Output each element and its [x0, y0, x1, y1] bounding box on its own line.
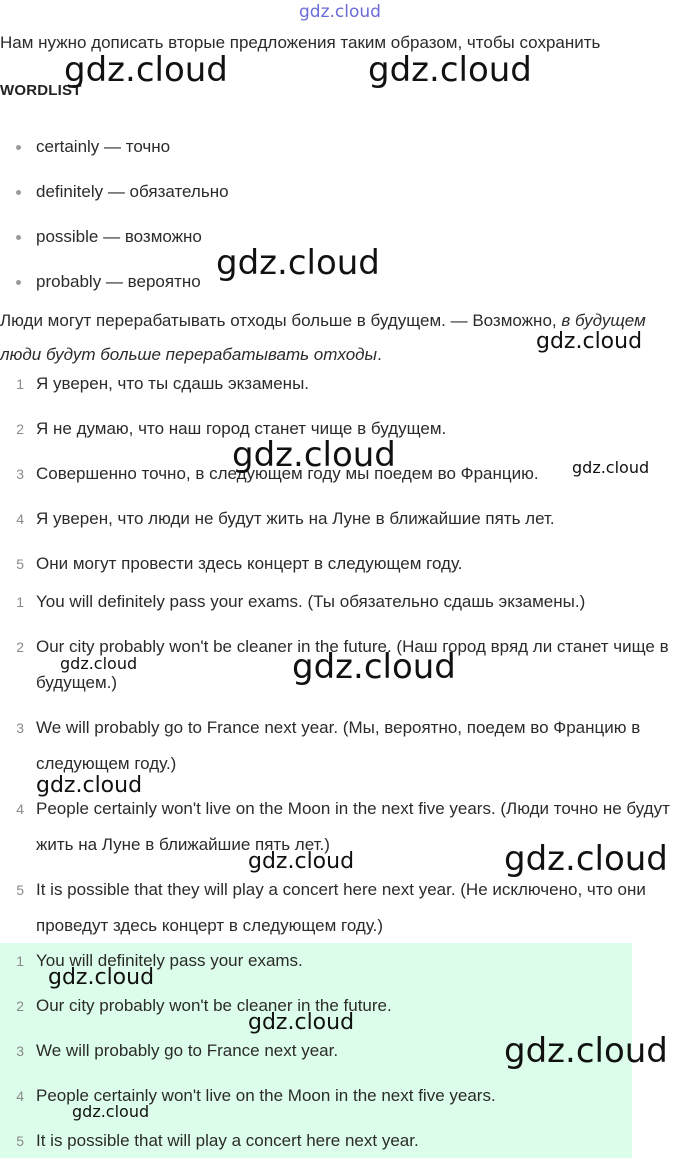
item-number: 2 — [16, 639, 24, 655]
wordlist-item — [0, 124, 229, 169]
watermark: gdz.cloud — [248, 1010, 355, 1035]
watermark: gdz.cloud — [232, 435, 396, 475]
item-number: 5 — [16, 1133, 24, 1149]
example-italic: в будущем люди будут больше перерабатывать отходы — [0, 311, 646, 364]
wordlist-item-text: probably — вероятно — [36, 272, 201, 291]
watermark: gdz.cloud — [572, 458, 650, 477]
item-number: 5 — [16, 882, 24, 898]
wordlist-item-text: certainly — точно — [36, 137, 171, 156]
item-text: Я уверен, что люди не будут жить на Луне в ближайшие пять лет. — [36, 509, 555, 528]
item-text: You will definitely pass your exams. — [36, 951, 303, 970]
bullet-icon — [16, 145, 21, 150]
watermark: gdz.cloud — [536, 329, 643, 354]
item-text: Совершенно точно, в следующем году мы поедем во Францию. — [36, 464, 539, 483]
item-text: Я не думаю, что наш город станет чище в будущем. — [36, 419, 447, 438]
item-number: 3 — [16, 1043, 24, 1059]
item-number: 4 — [16, 511, 24, 527]
wordlist-item — [0, 169, 229, 214]
item-number: 4 — [16, 801, 24, 817]
item-text: People certainly won't live on the Moon in the next five years. — [36, 1086, 496, 1105]
watermark: gdz.cloud — [60, 654, 138, 673]
intro-text: Нам нужно дописать вторые предложения таким образом, чтобы сохранить — [0, 33, 601, 52]
russian-sentences-list — [0, 366, 680, 591]
watermark: gdz.cloud — [36, 773, 143, 798]
item-text: You will definitely pass your exams. (Ты обязательно сдашь экзамены.) — [36, 592, 586, 611]
item-text: Our city probably won't be cleaner in the future. (Наш город вряд ли станет чище в будущем.) — [36, 637, 669, 692]
item-number: 2 — [16, 421, 24, 437]
list-item — [0, 584, 680, 620]
item-number: 1 — [16, 594, 24, 610]
item-number: 3 — [16, 466, 24, 482]
item-number: 1 — [16, 953, 24, 969]
item-number: 3 — [16, 720, 24, 736]
example-plain: Люди могут перерабатывать отходы больше в будущем. — Возможно, — [0, 311, 562, 330]
wordlist-item-text: possible — возможно — [36, 227, 202, 246]
item-text: Я уверен, что ты сдашь экзамены. — [36, 374, 310, 393]
list-item — [0, 1123, 680, 1168]
watermark: gdz.cloud — [292, 647, 456, 687]
bullet-icon — [16, 190, 21, 195]
english-translations-list — [0, 584, 680, 944]
list-item — [0, 366, 680, 411]
item-number: 2 — [16, 998, 24, 1014]
item-text: Our city probably won't be cleaner in the future. — [36, 996, 392, 1015]
watermark: gdz.cloud — [216, 243, 380, 283]
wordlist-title: WORDLIST — [0, 82, 82, 99]
item-text: People certainly won't live on the Moon in the next five years. (Люди точно не будут жить на Луне в ближайшие пять лет.) — [36, 799, 670, 854]
item-text: Они могут провести здесь концерт в следующем году. — [36, 554, 463, 573]
top-watermark: gdz.cloud — [299, 2, 381, 22]
watermark: gdz.cloud — [64, 50, 228, 90]
item-text: We will probably go to France next year. — [36, 1041, 339, 1060]
watermark: gdz.cloud — [72, 1102, 150, 1121]
item-text: It is possible that they will play a concert here next year. (Не исключено, что они проведут здесь концерт в следующем году.) — [36, 880, 646, 935]
wordlist-item-text: definitely — обязательно — [36, 182, 229, 201]
wordlist-item — [0, 214, 229, 259]
wordlist-item — [0, 259, 229, 304]
bullet-icon — [16, 280, 21, 285]
bullet-icon — [16, 235, 21, 240]
list-item — [0, 872, 680, 944]
wordlist — [0, 124, 229, 304]
list-item — [0, 501, 680, 546]
watermark: gdz.cloud — [48, 965, 155, 990]
item-number: 4 — [16, 1088, 24, 1104]
watermark: gdz.cloud — [504, 839, 668, 879]
example-end: . — [377, 345, 382, 364]
item-number: 1 — [16, 376, 24, 392]
watermark: gdz.cloud — [368, 50, 532, 90]
item-text: It is possible that will play a concert here next year. — [36, 1131, 419, 1150]
watermark: gdz.cloud — [504, 1031, 668, 1071]
item-text: We will probably go to France next year. (Мы, вероятно, поедем во Францию в следующем году.) — [36, 718, 641, 773]
watermark: gdz.cloud — [248, 849, 355, 874]
list-item — [0, 710, 680, 782]
item-number: 5 — [16, 556, 24, 572]
